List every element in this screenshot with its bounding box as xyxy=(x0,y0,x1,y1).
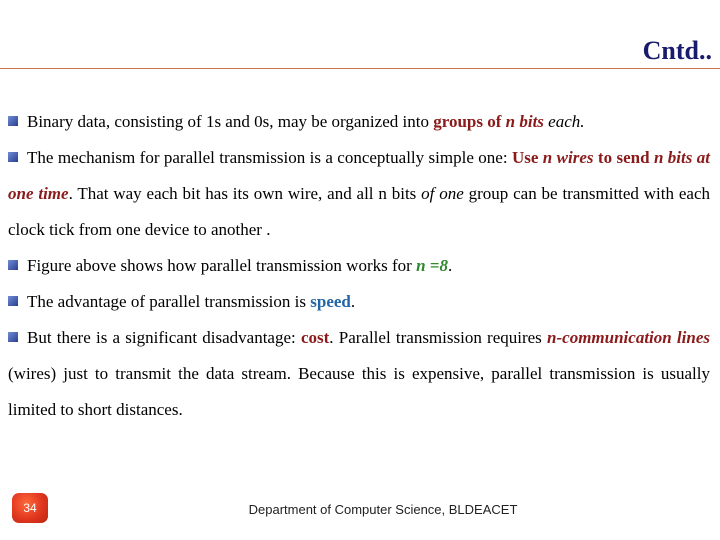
square-bullet-icon xyxy=(8,332,18,342)
slide-body xyxy=(8,104,710,428)
bullet-2-emphasis-b: to send xyxy=(593,148,654,167)
bullet-1-emphasis-italic: n bits xyxy=(505,112,544,131)
slide-footer: Department of Computer Science, BLDEACET xyxy=(248,502,518,517)
bullet-2-emphasis-a: Use xyxy=(511,148,543,167)
bullet-2-italic-phrase: of one xyxy=(421,184,464,203)
bullet-item-5 xyxy=(8,320,710,428)
bullet-2-emphasis-b-italic: n bits at one time xyxy=(8,148,710,203)
bullet-item-3 xyxy=(8,248,710,284)
bullet-3-emphasis: n =8 xyxy=(416,256,448,275)
bullet-1-text: Binary data, consisting of 1s and 0s, may be organized into xyxy=(27,112,434,131)
page-number-badge: 34 xyxy=(12,493,48,523)
bullet-item-1 xyxy=(8,104,710,140)
bullet-4-emphasis: speed xyxy=(310,292,351,311)
bullet-2-text-end: group can be transmitted with each clock tick from one device to another . xyxy=(8,184,710,239)
bullet-5-emphasis: cost xyxy=(300,328,330,347)
bullet-3-text: Figure above shows how parallel transmission works for xyxy=(27,256,417,275)
bullet-1-emphasis: groups of xyxy=(433,112,506,131)
square-bullet-icon xyxy=(8,296,18,306)
bullet-4-text-end: . xyxy=(350,292,356,311)
bullet-5-emphasis-2: n-communication lines xyxy=(547,328,710,347)
bullet-5-text: But there is a significant disadvantage: xyxy=(27,328,301,347)
bullet-item-2 xyxy=(8,140,710,248)
bullet-5-text-mid: . Parallel transmission requires xyxy=(329,328,548,347)
square-bullet-icon xyxy=(8,260,18,270)
bullet-5-text-end: (wires) just to transmit the data stream. Because this is expensive, parallel transmission is usually limited to short distances. xyxy=(8,364,710,419)
bullet-2-text: The mechanism for parallel transmission is a conceptually simple one: xyxy=(27,148,512,167)
title-divider xyxy=(0,68,720,69)
bullet-2-emphasis-a-italic: n wires xyxy=(542,148,594,167)
square-bullet-icon xyxy=(8,152,18,162)
bullet-4-text: The advantage of parallel transmission is xyxy=(27,292,311,311)
bullet-item-4 xyxy=(8,284,710,320)
bullet-2-text-mid: . That way each bit has its own wire, and all n bits xyxy=(68,184,422,203)
slide-title: Cntd.. xyxy=(642,36,712,65)
bullet-1-text-end: each. xyxy=(543,112,585,131)
square-bullet-icon xyxy=(8,116,18,126)
bullet-3-text-end: . xyxy=(447,256,453,275)
